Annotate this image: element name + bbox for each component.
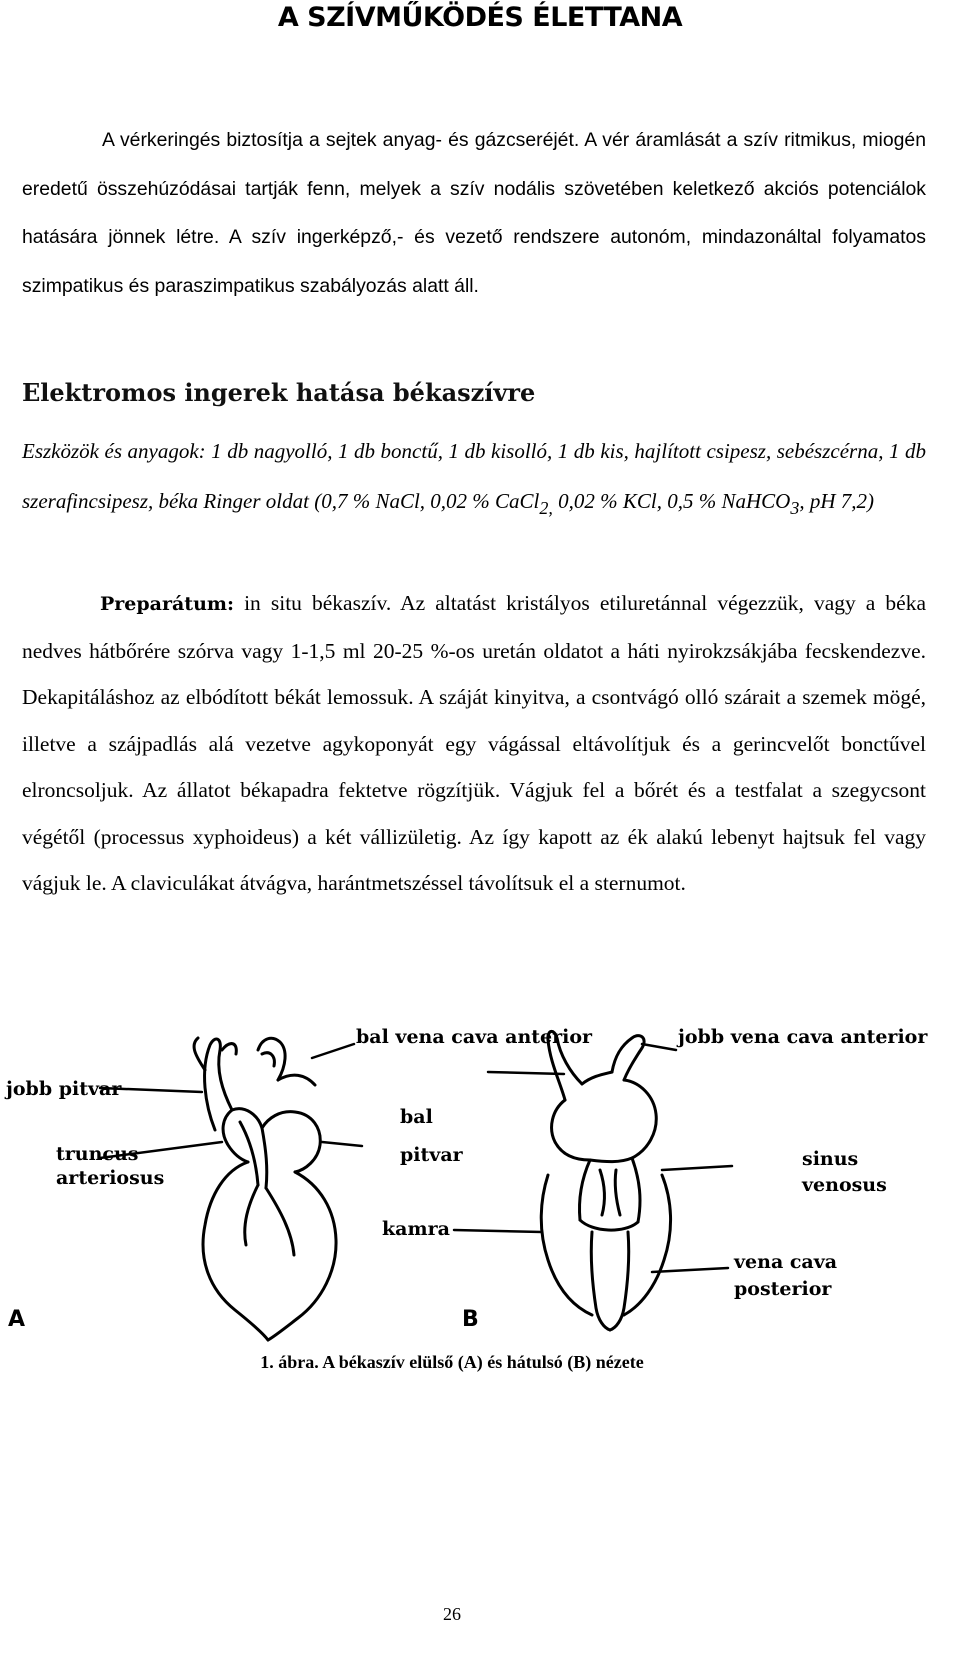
- materials-text: Eszközök és anyagok: 1 db nagyolló, 1 db bonctű, 1 db kisolló, 1 db kis, hajlított csipesz, sebészcérna, 1 db szerafincsipesz, béka Ringer oldat (0,7 % NaCl, 0,02 % CaCl: [22, 439, 926, 513]
- label-kamra: kamra: [382, 1218, 450, 1240]
- nahco-subscript: 3: [790, 498, 800, 518]
- frog-heart-diagram: [0, 1010, 960, 1350]
- cacl-subscript: 2,: [539, 498, 553, 518]
- panel-label-a: A: [8, 1307, 26, 1332]
- label-jobb-vena-cava-anterior: jobb vena cava anterior: [678, 1026, 928, 1048]
- page-number: 26: [443, 1604, 461, 1624]
- label-vena-cava: vena cava: [734, 1251, 838, 1273]
- label-bal: bal: [400, 1106, 433, 1128]
- materials-text-mid: 0,02 % KCl, 0,5 % NaHCO: [552, 489, 791, 513]
- label-bal-vena-cava-anterior: bal vena cava anterior: [356, 1026, 593, 1048]
- heart-b-drawing: [541, 1031, 670, 1330]
- frog-heart-figure: [0, 1010, 960, 1350]
- label-sinus: sinus: [802, 1148, 859, 1170]
- preparation-text: in situ békaszív. Az altatást kristályos etiluretánnal végezzük, vagy a béka nedves hátbőrére szórva vagy 1-1,5 ml 20-25 %-os uretán oldatot a háti nyirokzsákjába fecskendezve. Dekapitáláshoz az elbódított békát lemossuk. A száját kinyitva, a csontvágó olló szárait a szemek mögé, illetve a szájpadlás alá vezetve agykoponyát egy vágással eltávolítjuk és a gerincvelőt bonctűvel elroncsoljuk. Az állatot békapadra fektetve rögzítjük. Vágjuk fel a bőrét és a testfalat a szegycsont végétől (processus xyphoideus) a két vállizületig. Az így kapott az ék alakú lebenyt hajtsuk fel vagy vágjuk le. A claviculákat átvágva, harántmetszéssel távolítsuk el a sternumot.: [22, 591, 926, 895]
- section-heading: Elektromos ingerek hatása békaszívre: [22, 378, 536, 407]
- preparation-label: Preparátum:: [100, 593, 235, 615]
- label-venosus: venosus: [802, 1174, 887, 1196]
- label-arteriosus: arteriosus: [56, 1167, 165, 1189]
- preparation-paragraph: [22, 580, 926, 907]
- label-truncus: truncus: [56, 1143, 139, 1165]
- materials-paragraph: [22, 426, 926, 526]
- label-jobb-pitvar: jobb pitvar: [6, 1078, 122, 1100]
- intro-text: A vérkeringés biztosítja a sejtek anyag- és gázcseréjét. A vér áramlását a szív ritmikus, miogén eredetű összehúzódásai tartják fenn, melyek a szív nodális szövetében keletkező akciós potenciálok hatására jönnek létre. A szív ingerképző,- és vezető rendszere autonóm, mindazonáltal folyamatos szimpatikus és paraszimpatikus szabályozás alatt áll.: [22, 129, 926, 297]
- label-posterior: posterior: [734, 1278, 832, 1300]
- intro-paragraph: [22, 116, 926, 310]
- figure-caption: 1. ábra. A békaszív elülső (A) és hátulsó (B) nézete: [260, 1352, 644, 1372]
- heart-a-drawing: [194, 1038, 336, 1340]
- materials-text-end: , pH 7,2): [799, 489, 875, 513]
- label-pitvar: pitvar: [400, 1144, 463, 1166]
- page-title: A SZÍVMŰKÖDÉS ÉLETTANA: [277, 2, 683, 33]
- panel-label-b: B: [462, 1307, 479, 1332]
